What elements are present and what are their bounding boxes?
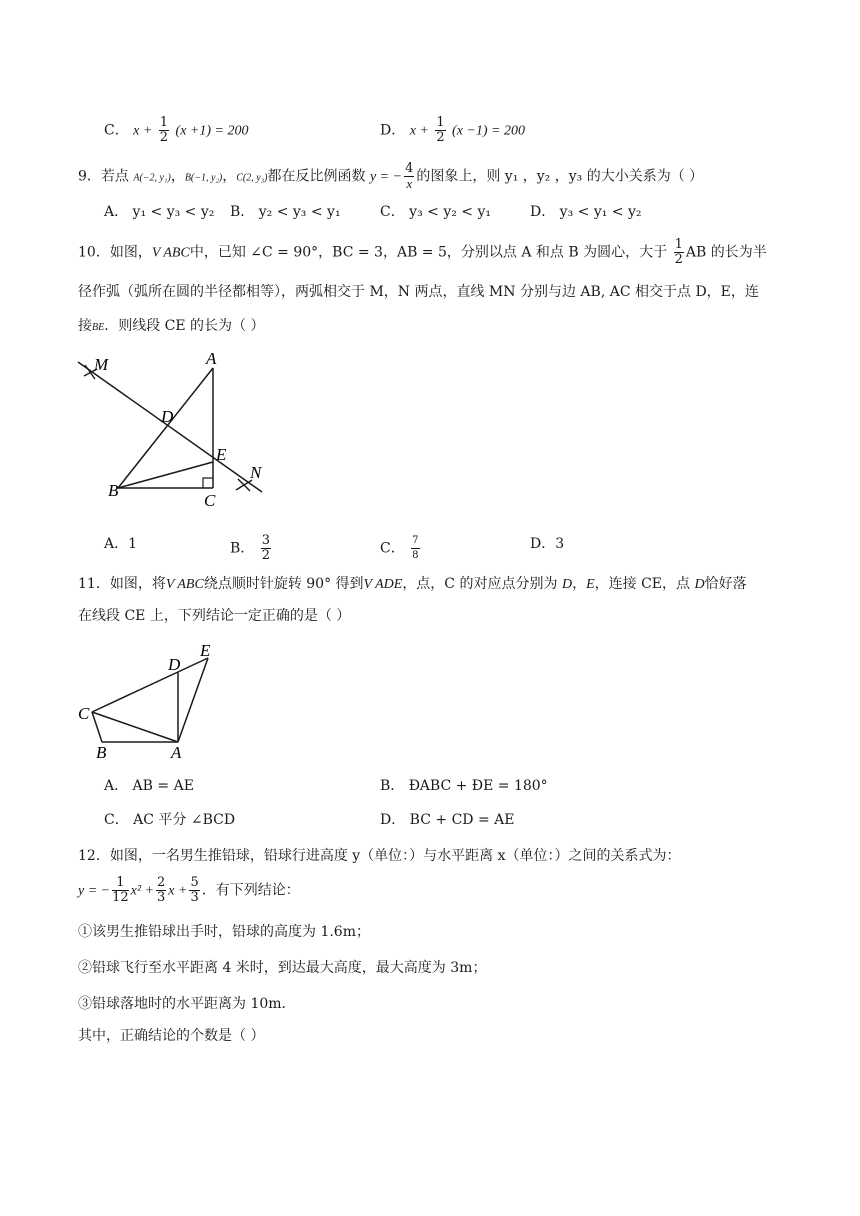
q11-option-d: D． BC + CD = AE xyxy=(380,812,515,828)
q10-label-d: D xyxy=(161,407,174,426)
q12-fraction-3: $\frac{5}{3}$ xyxy=(190,875,199,905)
q10-stem-line1: 10．如图，V ABC中，已知 ∠C = 90°，BC = 3，AB = 5，分别以点 A 和点 B 为圆心，大于 $\frac{1}{2}$ AB 的长为半 xyxy=(78,237,767,267)
q10-option-b: B． $\frac{3}{2}$ xyxy=(230,533,271,563)
q10-stem-line3: 接BE．则线段 CE 的长为（ ） xyxy=(78,318,265,334)
q9-option-b: B． y₂ < y₃ < y₁ xyxy=(230,204,341,220)
q8-option-c: C． x + $\frac{1}{2}$ (x +1) = 200 xyxy=(104,115,249,145)
q10-label-a: A xyxy=(206,349,217,368)
q11-stem-line2: 在线段 CE 上，下列结论一定正确的是（ ） xyxy=(78,608,351,624)
q9-option-c: C． y₃ < y₂ < y₁ xyxy=(380,204,491,220)
q10-label-c: C xyxy=(204,491,216,508)
q11-label-a: A xyxy=(171,743,182,762)
q10-option-c-fraction: $\frac{7}{8}$ xyxy=(412,535,419,561)
q11-label-c: C xyxy=(78,704,90,723)
q9-function-fraction: $\frac{4}{x}$ xyxy=(405,161,414,191)
q10-segment-be xyxy=(118,462,213,488)
q11-figure xyxy=(76,640,226,762)
q10-half-fraction: $\frac{1}{2}$ xyxy=(674,237,683,267)
q8-option-d: D． x + $\frac{1}{2}$ (x −1) = 200 xyxy=(380,115,525,145)
q11-label-b: B xyxy=(96,743,107,762)
q12-question: 其中，正确结论的个数是（ ） xyxy=(78,1028,265,1044)
q8-option-d-fraction: $\frac{1}{2}$ xyxy=(436,115,445,145)
q10-label-m: M xyxy=(94,355,109,374)
q8-option-c-fraction: $\frac{1}{2}$ xyxy=(159,115,169,145)
q10-option-d: D．3 xyxy=(530,536,565,552)
q12-statement-2: ②铅球飞行至水平距离 4 米时，到达最大高度，最大高度为 3m； xyxy=(78,960,487,976)
q10-label-n: N xyxy=(250,463,262,482)
q10-stem-line2: 径作弧（弧所在圆的半径都相等），两弧相交于 M，N 两点，直线 MN 分别与边 AB, AC 相交于点 D，E，连 xyxy=(78,284,759,300)
q10-label-e: E xyxy=(216,445,227,464)
q11-segment-ce xyxy=(92,658,208,712)
q10-right-angle-mark xyxy=(203,478,213,488)
q12-equation: y = − $\frac{1}{12}$ x² + $\frac{2}{3}$ x + $\frac{5}{3}$ ．有下列结论： xyxy=(78,875,300,905)
q12-stem-line1: 12．如图，一名男生推铅球，铅球行进高度 y（单位：）与水平距离 x（单位：）之间的关系式为： xyxy=(78,848,681,864)
q11-label-e: E xyxy=(200,641,211,660)
q12-fraction-1: $\frac{1}{12}$ xyxy=(112,875,129,905)
q11-option-a: A． AB = AE xyxy=(104,778,194,794)
q9-stem: 9．若点 A(−2, y₁)，B(−1, y₂)，C(2, y₃)都在反比例函数 y = − $\frac{4}{x}$ 的图象上，则 y₁ ，y₂ ，y₃ 的大小关系为（ ） xyxy=(78,161,704,191)
q10-option-a: A．1 xyxy=(104,536,138,552)
q12-fraction-2: $\frac{2}{3}$ xyxy=(157,875,166,905)
q11-segment-cb xyxy=(92,712,102,742)
q11-option-b: B． ÐABC + ÐE = 180° xyxy=(380,778,548,794)
q10-label-b: B xyxy=(108,481,119,500)
q12-statement-3: ③铅球落地时的水平距离为 10m． xyxy=(78,996,296,1012)
q9-option-a: A． y₁ < y₃ < y₂ xyxy=(104,204,215,220)
q11-stem-line1: 11．如图，将V ABC绕点顺时针旋转 90° 得到V ADE，点，C 的对应点分别为 D，E，连接 CE，点 D恰好落 xyxy=(78,576,747,592)
q10-line-mn xyxy=(78,362,262,492)
q11-label-d: D xyxy=(168,655,181,674)
q10-figure xyxy=(72,348,277,508)
q9-option-d: D． y₃ < y₁ < y₂ xyxy=(530,204,642,220)
q11-option-c: C． AC 平分 ∠BCD xyxy=(104,812,236,828)
q10-option-b-fraction: $\frac{3}{2}$ xyxy=(261,533,271,563)
q10-option-c: C． $\frac{7}{8}$ xyxy=(380,535,419,561)
q11-segment-ca xyxy=(92,712,178,742)
q12-statement-1: ①该男生推铅球出手时，铅球的高度为 1.6m； xyxy=(78,924,370,940)
q10-side-ab xyxy=(118,368,213,488)
